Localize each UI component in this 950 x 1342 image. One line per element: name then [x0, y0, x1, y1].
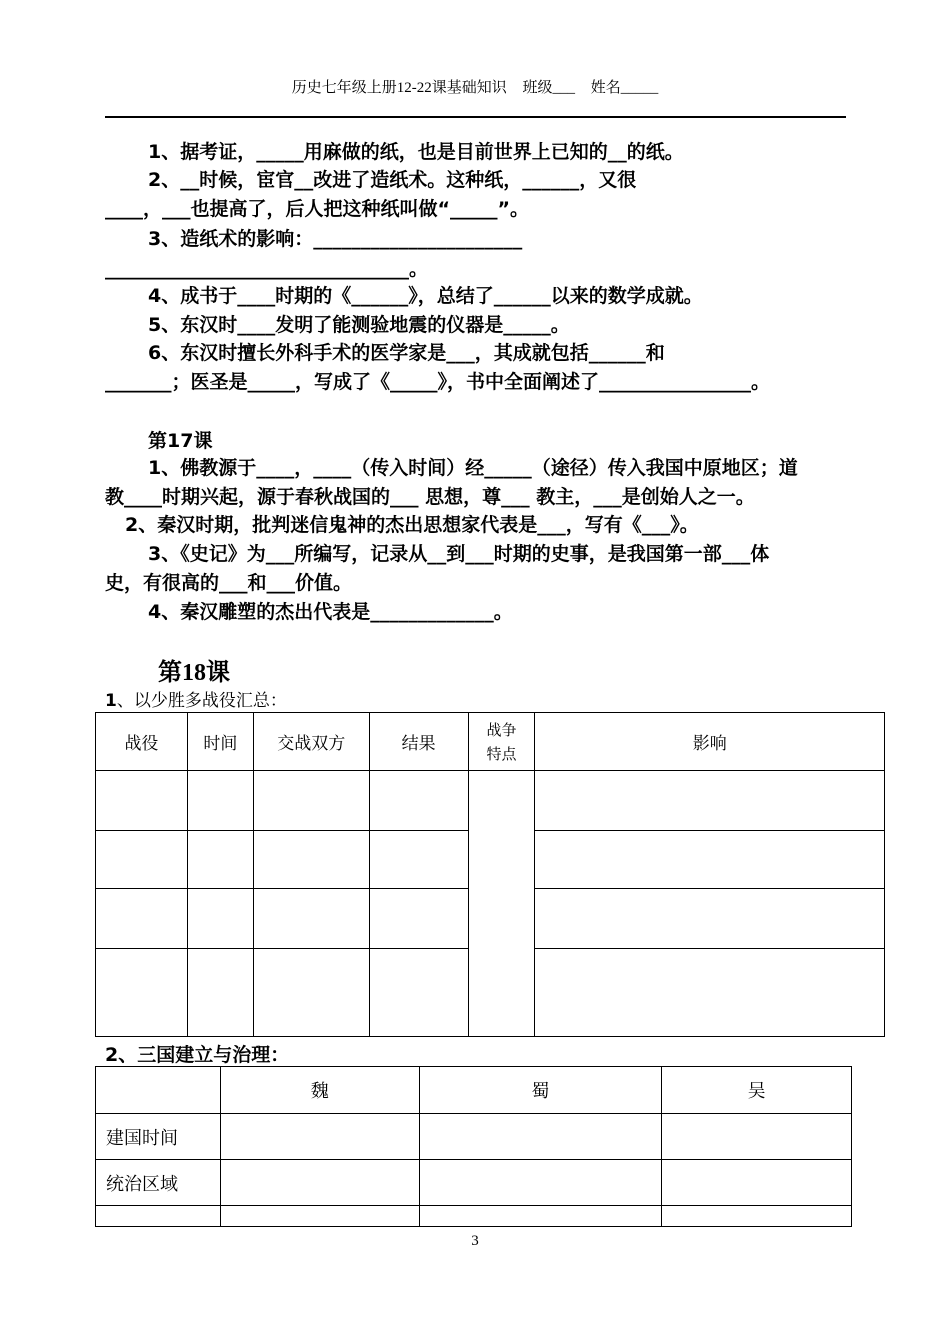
blank-cell[interactable]: [253, 771, 369, 831]
lesson17-line: 4、秦汉雕塑的杰出代表是_____________。: [148, 601, 513, 623]
question-line: ________________________________。: [105, 258, 429, 280]
row-label: [96, 1206, 221, 1227]
battles-table: [95, 712, 885, 1037]
col-header-war-features: [468, 713, 535, 771]
table-row: [96, 771, 885, 831]
blank-cell[interactable]: [187, 889, 253, 949]
war-features-cell[interactable]: [468, 771, 535, 1037]
question-line: 4、成书于____时期的《______》，总结了______以来的数学成就。: [148, 285, 703, 307]
header-rule: [105, 116, 846, 118]
blank-cell[interactable]: [187, 831, 253, 889]
blank-cell[interactable]: [419, 1206, 662, 1227]
battles-subtitle-text: 、以少胜多战役汇总：: [116, 691, 287, 711]
table-row: [96, 1206, 852, 1227]
col-header-line: 特点: [486, 744, 517, 763]
blank-cell[interactable]: [220, 1114, 419, 1160]
row-label: 统治区域: [96, 1160, 221, 1206]
question-line: 2、__时候，宦官__改进了造纸术。这种纸，______，又很: [148, 169, 637, 191]
blank-cell[interactable]: [419, 1160, 662, 1206]
col-header: 时间: [187, 713, 253, 771]
blank-cell[interactable]: [369, 949, 468, 1037]
page-header: [0, 76, 950, 97]
col-header-wei: 魏: [220, 1067, 419, 1114]
question-line: 3、造纸术的影响：______________________: [148, 228, 523, 250]
table-row: [96, 1114, 852, 1160]
col-header: 影响: [535, 713, 885, 771]
lesson17-line: 3、《史记》为___所编写，记录从__到___时期的史事，是我国第一部___体: [148, 543, 770, 565]
lesson17-line: 2、秦汉时期，批判迷信鬼神的杰出思想家代表是___，写有《___》。: [125, 514, 699, 536]
blank-cell[interactable]: [662, 1114, 852, 1160]
battles-subtitle: [105, 686, 287, 711]
question-line: 1、据考证，_____用麻做的纸，也是目前世界上已知的__的纸。: [148, 141, 684, 163]
question-line: 6、东汉时擅长外科手术的医学家是___，其成就包括______和: [148, 342, 665, 364]
col-header: [96, 1067, 221, 1114]
blank-cell[interactable]: [662, 1160, 852, 1206]
lesson18-title: 第18课: [158, 660, 230, 686]
blank-cell[interactable]: [253, 831, 369, 889]
col-header: 交战双方: [253, 713, 369, 771]
lesson17-title: 第17课: [148, 430, 213, 452]
blank-cell[interactable]: [535, 831, 885, 889]
blank-cell[interactable]: [220, 1160, 419, 1206]
blank-cell[interactable]: [535, 771, 885, 831]
col-header-shu: 蜀: [419, 1067, 662, 1114]
page-number: 3: [471, 1233, 479, 1249]
col-header: 结果: [369, 713, 468, 771]
question-line: 5、东汉时____发明了能测验地震的仪器是_____。: [148, 314, 570, 336]
three-kingdoms-table: [95, 1066, 852, 1227]
blank-cell[interactable]: [253, 949, 369, 1037]
blank-cell[interactable]: [369, 771, 468, 831]
col-header-wu: 吴: [662, 1067, 852, 1114]
blank-cell[interactable]: [187, 771, 253, 831]
table-header-row: [96, 1067, 852, 1114]
row-label: 建国时间: [96, 1114, 221, 1160]
blank-cell[interactable]: [96, 889, 188, 949]
blank-cell[interactable]: [419, 1114, 662, 1160]
col-header: 战役: [96, 713, 188, 771]
lesson17-line: 史，有很高的___和___价值。: [105, 572, 353, 594]
battles-subtitle-num: 1: [105, 691, 117, 711]
question-line: _______；医圣是_____，写成了《_____》，书中全面阐述了________________。: [105, 371, 771, 393]
question-line: ____，___也提高了，后人把这种纸叫做“_____”。: [105, 198, 529, 220]
blank-cell[interactable]: [253, 889, 369, 949]
table-header-row: [96, 713, 885, 771]
header-name: 姓名_____: [590, 80, 659, 96]
lesson17-line: 教____时期兴起，源于春秋战国的___ 思想，尊___ 教主，___是创始人之一。: [105, 486, 755, 508]
blank-cell[interactable]: [220, 1206, 419, 1227]
blank-cell[interactable]: [187, 949, 253, 1037]
col-header-line: 战争: [486, 720, 517, 739]
blank-cell[interactable]: [96, 831, 188, 889]
blank-cell[interactable]: [662, 1206, 852, 1227]
table-row: [96, 1160, 852, 1206]
blank-cell[interactable]: [96, 771, 188, 831]
header-class: 班级___: [522, 80, 575, 96]
lesson17-line: 1、佛教源于____，____（传入时间）经_____（途径）传入我国中原地区；道: [148, 457, 798, 479]
blank-cell[interactable]: [369, 831, 468, 889]
blank-cell[interactable]: [369, 889, 468, 949]
blank-cell[interactable]: [535, 949, 885, 1037]
blank-cell[interactable]: [535, 889, 885, 949]
blank-cell[interactable]: [96, 949, 188, 1037]
three-kingdoms-subtitle: 2、三国建立与治理：: [105, 1044, 290, 1066]
header-title: 历史七年级上册12-22课基础知识: [291, 80, 507, 96]
